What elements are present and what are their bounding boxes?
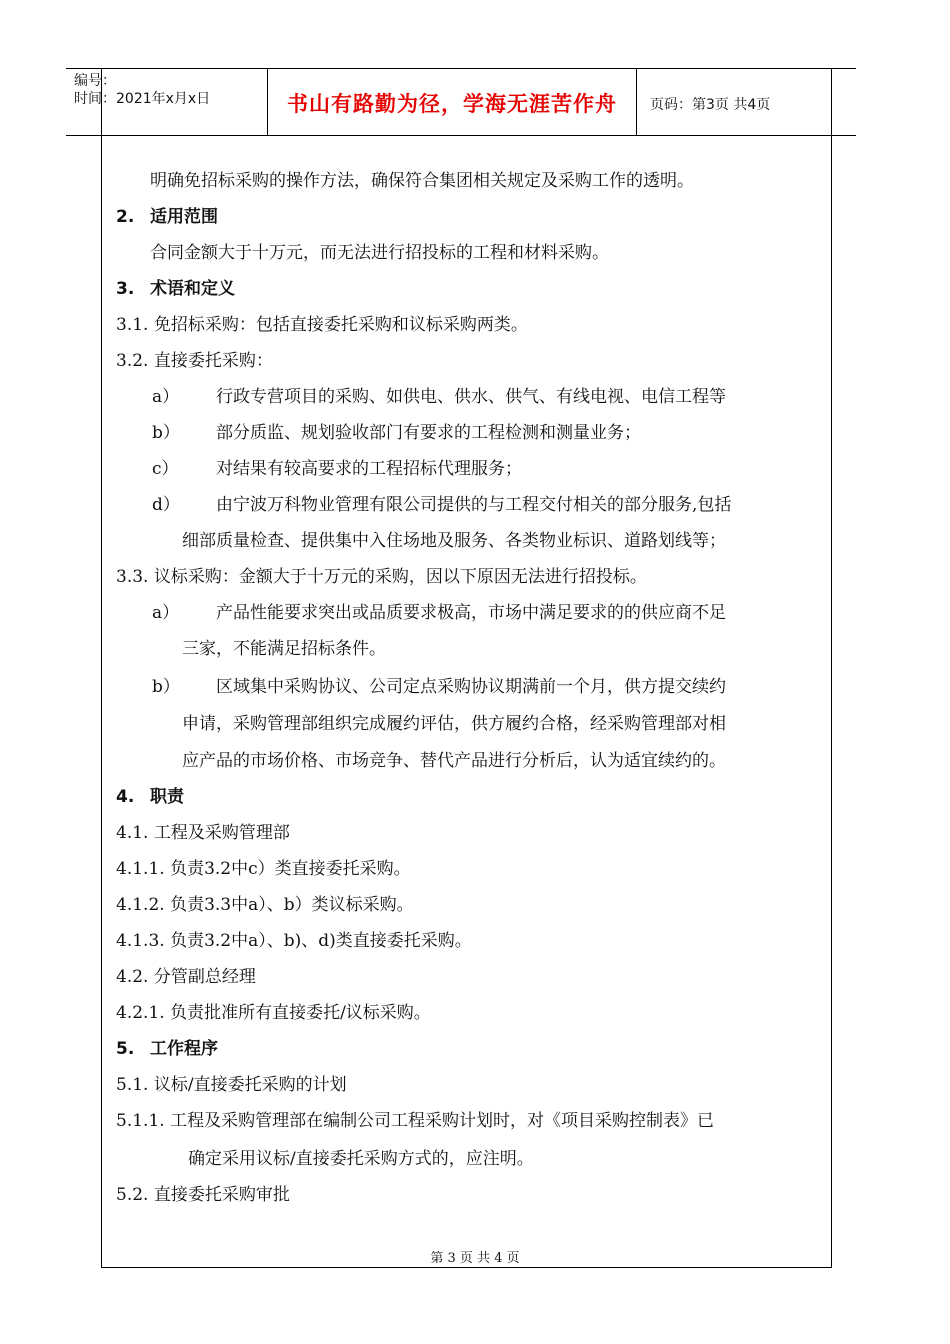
list-marker: a） bbox=[152, 387, 180, 407]
list-marker: b） bbox=[152, 423, 180, 443]
page-footer: 第 3 页 共 4 页 bbox=[430, 1251, 520, 1266]
section-4-number: 4. bbox=[116, 787, 135, 807]
section-5-number: 5. bbox=[116, 1039, 135, 1059]
section-4-heading bbox=[116, 786, 184, 808]
header-bottom-rule bbox=[66, 135, 856, 136]
list-item-d-cont: 细部质量检查、提供集中入住场地及服务、各类物业标识、道路划线等； bbox=[182, 531, 726, 551]
section-2-title: 适用范围 bbox=[150, 207, 218, 227]
list-item-d bbox=[152, 494, 731, 516]
list-marker: b） bbox=[152, 677, 180, 697]
item-5-1-1-cont: 确定采用议标/直接委托采购方式的，应注明。 bbox=[188, 1149, 534, 1169]
list-item-text: 区域集中采购协议、公司定点采购协议期满前一个月，供方提交续约 bbox=[216, 677, 726, 697]
item-3-1: 3.1. 免招标采购：包括直接委托采购和议标采购两类。 bbox=[116, 315, 528, 335]
item-3-3: 3.3. 议标采购：金额大于十万元的采购，因以下原因无法进行招投标。 bbox=[116, 567, 647, 587]
section-5-heading bbox=[116, 1038, 218, 1060]
list-item-b bbox=[152, 422, 641, 444]
item-5-1: 5.1. 议标/直接委托采购的计划 bbox=[116, 1075, 347, 1095]
header-motto: 书山有路勤为径，学海无涯苦作舟 bbox=[287, 92, 617, 116]
section-5-title: 工作程序 bbox=[150, 1039, 218, 1059]
item-4-1: 4.1. 工程及采购管理部 bbox=[116, 823, 290, 843]
section-4-title: 职责 bbox=[150, 787, 184, 807]
list-marker: d） bbox=[152, 495, 180, 515]
section-3-heading bbox=[116, 278, 235, 300]
list-item-text: 部分质监、规划验收部门有要求的工程检测和测量业务； bbox=[216, 423, 641, 443]
section-2-number: 2. bbox=[116, 207, 135, 227]
list-marker: a） bbox=[152, 603, 180, 623]
list-item-b2-cont1: 申请，采购管理部组织完成履约评估，供方履约合格，经采购管理部对相 bbox=[182, 714, 726, 734]
list-marker: c） bbox=[152, 459, 179, 479]
section-2-heading bbox=[116, 206, 218, 228]
number-label: 编号： bbox=[74, 73, 116, 89]
item-4-1-3: 4.1.3. 负责3.2中a）、b)、d)类直接委托采购。 bbox=[116, 931, 472, 951]
list-item-text: 产品性能要求突出或品质要求极高，市场中满足要求的的供应商不足 bbox=[216, 603, 726, 623]
scope-text: 合同金额大于十万元，而无法进行招投标的工程和材料采购。 bbox=[150, 243, 609, 263]
list-item-b2 bbox=[152, 676, 726, 698]
list-item-a2 bbox=[152, 602, 726, 624]
list-item-c bbox=[152, 458, 522, 480]
list-item-b2-cont2: 应产品的市场价格、市场竞争、替代产品进行分析后，认为适宜续约的。 bbox=[182, 751, 726, 771]
time-label: 时间：2021年x月x日 bbox=[74, 91, 211, 107]
header-meta bbox=[74, 72, 210, 108]
item-4-1-1: 4.1.1. 负责3.2中c）类直接委托采购。 bbox=[116, 859, 411, 879]
item-5-2: 5.2. 直接委托采购审批 bbox=[116, 1185, 290, 1205]
header-divider-right bbox=[636, 68, 637, 136]
list-item-text: 由宁波万科物业管理有限公司提供的与工程交付相关的部分服务,包括 bbox=[216, 495, 732, 515]
section-3-title: 术语和定义 bbox=[150, 279, 235, 299]
list-item-text: 对结果有较高要求的工程招标代理服务； bbox=[216, 459, 522, 479]
list-item-text: 行政专营项目的采购、如供电、供水、供气、有线电视、电信工程等 bbox=[216, 387, 726, 407]
item-3-2: 3.2. 直接委托采购： bbox=[116, 351, 273, 371]
intro-line: 明确免招标采购的操作方法，确保符合集团相关规定及采购工作的透明。 bbox=[150, 171, 694, 191]
list-item-a2-cont: 三家，不能满足招标条件。 bbox=[182, 639, 386, 659]
section-3-number: 3. bbox=[116, 279, 135, 299]
header-top-rule bbox=[66, 68, 856, 69]
item-4-2: 4.2. 分管副总经理 bbox=[116, 967, 256, 987]
header-page-info: 页码：第3页 共4页 bbox=[650, 97, 771, 113]
item-5-1-1: 5.1.1. 工程及采购管理部在编制公司工程采购计划时，对《项目采购控制表》已 bbox=[116, 1111, 715, 1131]
list-item-a bbox=[152, 386, 726, 408]
item-4-2-1: 4.2.1. 负责批准所有直接委托/议标采购。 bbox=[116, 1003, 431, 1023]
item-4-1-2: 4.1.2. 负责3.3中a）、b）类议标采购。 bbox=[116, 895, 414, 915]
